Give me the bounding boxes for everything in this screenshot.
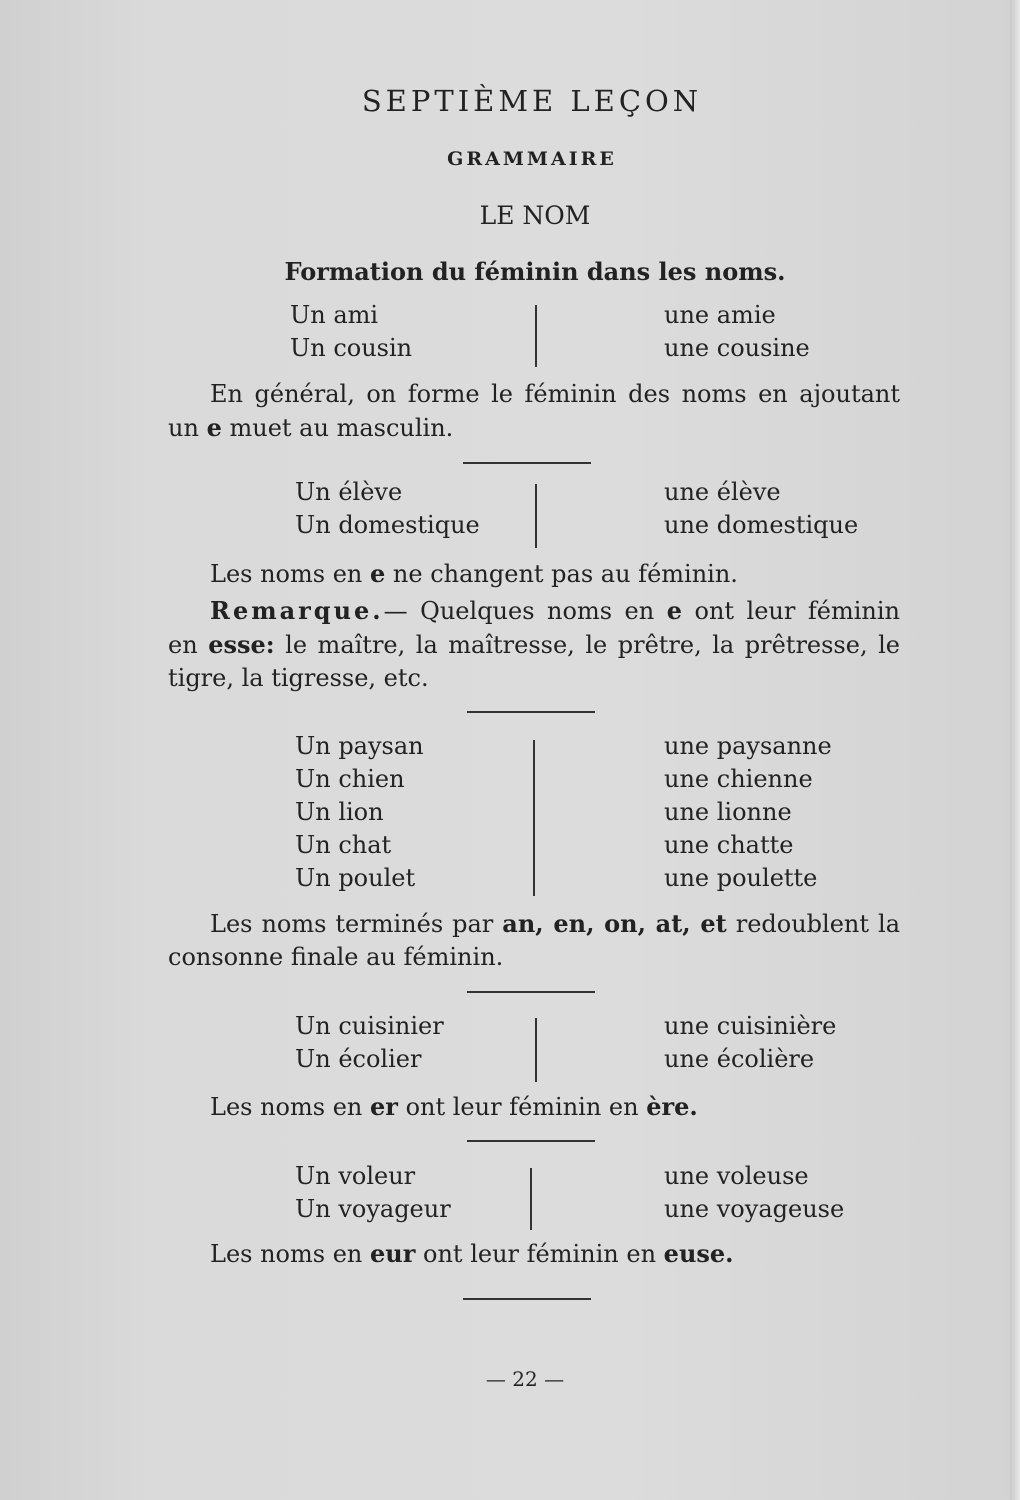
- rule-text: Les noms terminés par: [210, 910, 494, 938]
- pairs-section-4: [0, 1012, 1020, 1078]
- pairs-section-5: [0, 1162, 1020, 1228]
- section-subtitle: GRAMMAIRE: [447, 148, 617, 170]
- pair-row: [0, 831, 1020, 864]
- feminine-word: une élève: [664, 478, 781, 506]
- rule-paragraph-1: [168, 378, 900, 445]
- pairs-section-1: [0, 301, 1020, 367]
- rule-text: Les noms en: [210, 560, 363, 588]
- lesson-title: SEPTIÈME LEÇON: [361, 84, 703, 118]
- masculine-word: Un poulet: [295, 864, 416, 892]
- pairs-section-2: [0, 478, 1020, 544]
- remark-emphasis: e: [666, 596, 682, 625]
- masculine-word: Un ami: [290, 301, 379, 329]
- remark-paragraph: [168, 594, 900, 695]
- column-divider: [530, 1168, 532, 1230]
- feminine-word: une chienne: [664, 765, 813, 793]
- column-divider: [533, 740, 535, 896]
- rule-emphasis: euse.: [663, 1239, 734, 1268]
- column-divider: [535, 1018, 537, 1082]
- divider-rule: [467, 1140, 595, 1142]
- feminine-word: une amie: [664, 301, 776, 329]
- remark-emphasis: esse:: [208, 630, 275, 659]
- masculine-word: Un paysan: [295, 732, 424, 760]
- pair-row: [0, 864, 1020, 897]
- rule-emphasis: er: [370, 1092, 398, 1121]
- masculine-word: Un domestique: [295, 511, 480, 539]
- masculine-word: Un cousin: [290, 334, 413, 362]
- rule-emphasis: e: [206, 413, 222, 442]
- divider-rule: [467, 991, 595, 993]
- feminine-word: une domestique: [664, 511, 859, 539]
- masculine-word: Un élève: [295, 478, 403, 506]
- rule-text: redoublent la consonne finale au féminin.: [168, 910, 900, 971]
- pair-row: [0, 511, 1020, 544]
- remark-text: ont leur féminin en: [168, 597, 900, 659]
- masculine-word: Un écolier: [295, 1045, 422, 1073]
- pair-row: [0, 478, 1020, 511]
- rule-paragraph-3: [168, 907, 900, 974]
- feminine-word: une voyageuse: [664, 1195, 845, 1223]
- feminine-word: une lionne: [664, 798, 792, 826]
- rule-emphasis: e: [370, 559, 386, 588]
- pair-row: [0, 1162, 1020, 1195]
- divider-rule: [463, 462, 591, 464]
- rule-text: Les noms en: [210, 1093, 363, 1121]
- rule-text: muet au masculin.: [229, 414, 454, 442]
- masculine-word: Un chien: [295, 765, 405, 793]
- rule-emphasis: eur: [370, 1239, 416, 1268]
- rule-paragraph-2: [168, 557, 900, 591]
- pair-row: [0, 1012, 1020, 1045]
- remark-text: le maître, la maîtresse, le prêtre, la prêtresse, le tigre, la tigresse, etc.: [168, 631, 900, 692]
- rule-text: ont leur féminin en: [405, 1093, 639, 1121]
- feminine-word: une écolière: [664, 1045, 815, 1073]
- feminine-word: une voleuse: [664, 1162, 809, 1190]
- rule-paragraph-4: [168, 1090, 900, 1124]
- pair-row: [0, 732, 1020, 765]
- pair-row: [0, 765, 1020, 798]
- pair-row: [0, 334, 1020, 367]
- rule-emphasis: ère.: [646, 1092, 698, 1121]
- divider-rule: [463, 1298, 591, 1300]
- column-divider: [535, 484, 537, 548]
- divider-rule: [467, 711, 595, 713]
- feminine-word: une paysanne: [664, 732, 832, 760]
- pair-row: [0, 301, 1020, 334]
- column-divider: [535, 305, 537, 367]
- rule-text: ne changent pas au féminin.: [392, 560, 738, 588]
- feminine-word: une cousine: [664, 334, 810, 362]
- masculine-word: Un lion: [295, 798, 384, 826]
- remark-label: Remarque.: [210, 596, 384, 625]
- rule-text: Les noms en: [210, 1240, 363, 1268]
- pair-row: [0, 798, 1020, 831]
- pair-row: [0, 1045, 1020, 1078]
- rule-emphasis: an, en, on, at, et: [502, 909, 727, 938]
- masculine-word: Un voyageur: [295, 1195, 451, 1223]
- masculine-word: Un voleur: [295, 1162, 416, 1190]
- rule-paragraph-5: [168, 1237, 900, 1271]
- topic-title: LE NOM: [479, 201, 591, 230]
- feminine-word: une cuisinière: [664, 1012, 837, 1040]
- rule-text: En général, on forme le féminin des noms en ajoutant un: [168, 380, 900, 442]
- pairs-section-3: [0, 732, 1020, 897]
- page-number: — 22 —: [485, 1367, 565, 1391]
- feminine-word: une chatte: [664, 831, 794, 859]
- rule-text: ont leur féminin en: [423, 1240, 657, 1268]
- heading: Formation du féminin dans les noms.: [284, 257, 786, 286]
- feminine-word: une poulette: [664, 864, 818, 892]
- masculine-word: Un cuisinier: [295, 1012, 444, 1040]
- pair-row: [0, 1195, 1020, 1228]
- masculine-word: Un chat: [295, 831, 392, 859]
- remark-text: — Quelques noms en: [383, 597, 655, 625]
